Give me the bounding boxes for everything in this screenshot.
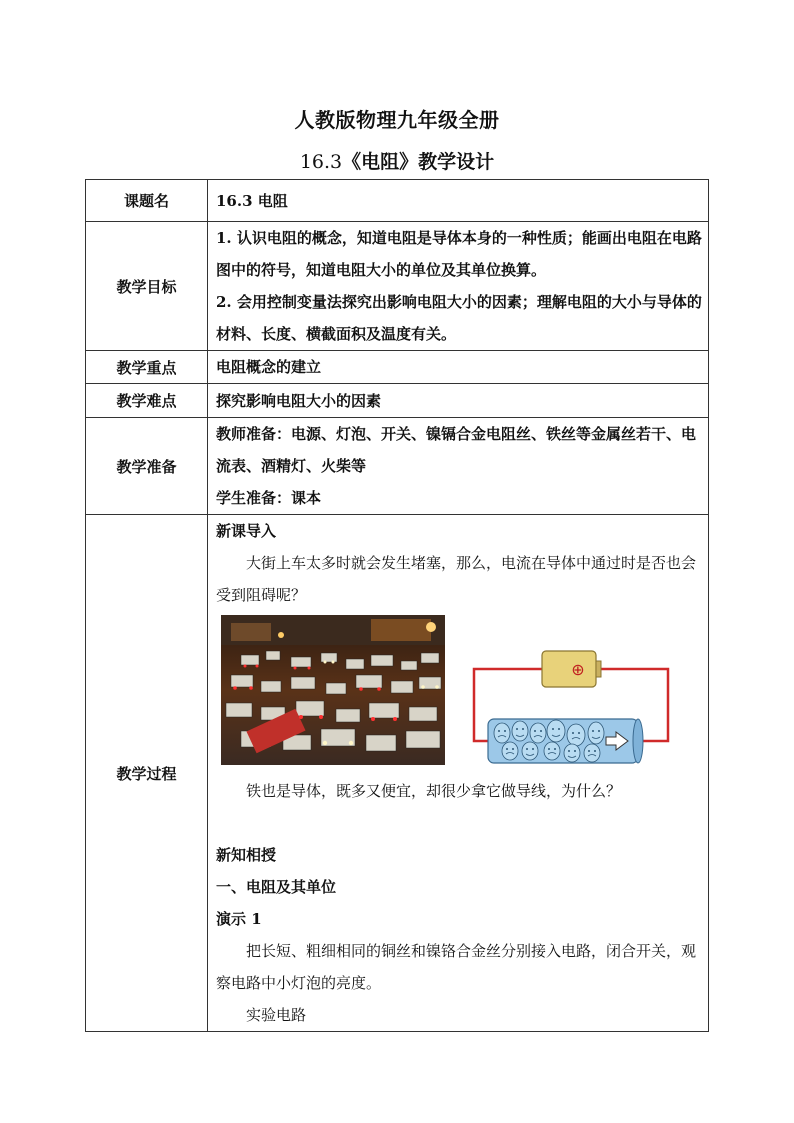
prep-student: 学生准备：课本	[216, 489, 322, 507]
intro-figures	[216, 615, 702, 775]
prep-cell	[208, 418, 709, 515]
circuit-diagram	[464, 641, 674, 765]
difficulty-label: 教学难点	[86, 384, 208, 418]
demo-1-heading: 演示 1	[216, 910, 262, 928]
goals-label: 教学目标	[86, 222, 208, 351]
new-knowledge-heading: 新知相授	[216, 846, 277, 864]
goal-1: 1. 认识电阻的概念，知道电阻是导体本身的一种性质；能画出电阻在电路图中的符号，知道电阻大小的单位及其单位换算。	[216, 229, 702, 279]
row-process	[86, 515, 709, 1032]
battery-icon	[542, 651, 601, 687]
process-label: 教学过程	[86, 515, 208, 1032]
subtitle-number: 16.3	[299, 151, 343, 173]
document-subtitle	[0, 147, 794, 174]
intro-heading: 新课导入	[216, 522, 277, 540]
intro-text: 大街上车太多时就会发生堵塞，那么，电流在导体中通过时是否也会受到阻碍呢？	[216, 554, 697, 604]
key-value: 电阻概念的建立	[208, 351, 709, 384]
iron-question: 铁也是导体，既多又便宜，却很少拿它做导线，为什么？	[246, 782, 622, 800]
row-prep	[86, 418, 709, 515]
lesson-plan-table	[85, 179, 709, 1032]
blank-line	[216, 807, 702, 839]
key-label: 教学重点	[86, 351, 208, 384]
row-goals	[86, 222, 709, 351]
topic-label: 课题名	[86, 180, 208, 222]
prep-teacher: 教师准备：电源、灯泡、开关、镍镉合金电阻丝、铁丝等金属丝若干、电流表、酒精灯、火柴等	[216, 425, 697, 475]
battery-positive-symbol: ⊕	[571, 660, 585, 679]
goal-2: 2. 会用控制变量法探究出影响电阻大小的因素；理解电阻的大小与导体的材料、长度、横截面积及温度有关。	[216, 293, 702, 343]
traffic-jam-image	[221, 615, 445, 765]
row-topic	[86, 180, 709, 222]
process-cell	[208, 515, 709, 1032]
section-1-heading: 一、电阻及其单位	[216, 878, 337, 896]
document-title: 人教版物理九年级全册	[294, 108, 500, 132]
difficulty-value: 探究影响电阻大小的因素	[208, 384, 709, 418]
row-difficulty	[86, 384, 709, 418]
goals-cell	[208, 222, 709, 351]
demo-1-text: 把长短、粗细相同的铜丝和镍铬合金丝分别接入电路，闭合开关，观察电路中小灯泡的亮度。	[216, 942, 697, 992]
row-key	[86, 351, 709, 384]
topic-value: 16.3 电阻	[208, 180, 709, 222]
subtitle-text: 《电阻》教学设计	[342, 151, 495, 173]
prep-label: 教学准备	[86, 418, 208, 515]
circuit-caption: 实验电路	[246, 1006, 307, 1024]
